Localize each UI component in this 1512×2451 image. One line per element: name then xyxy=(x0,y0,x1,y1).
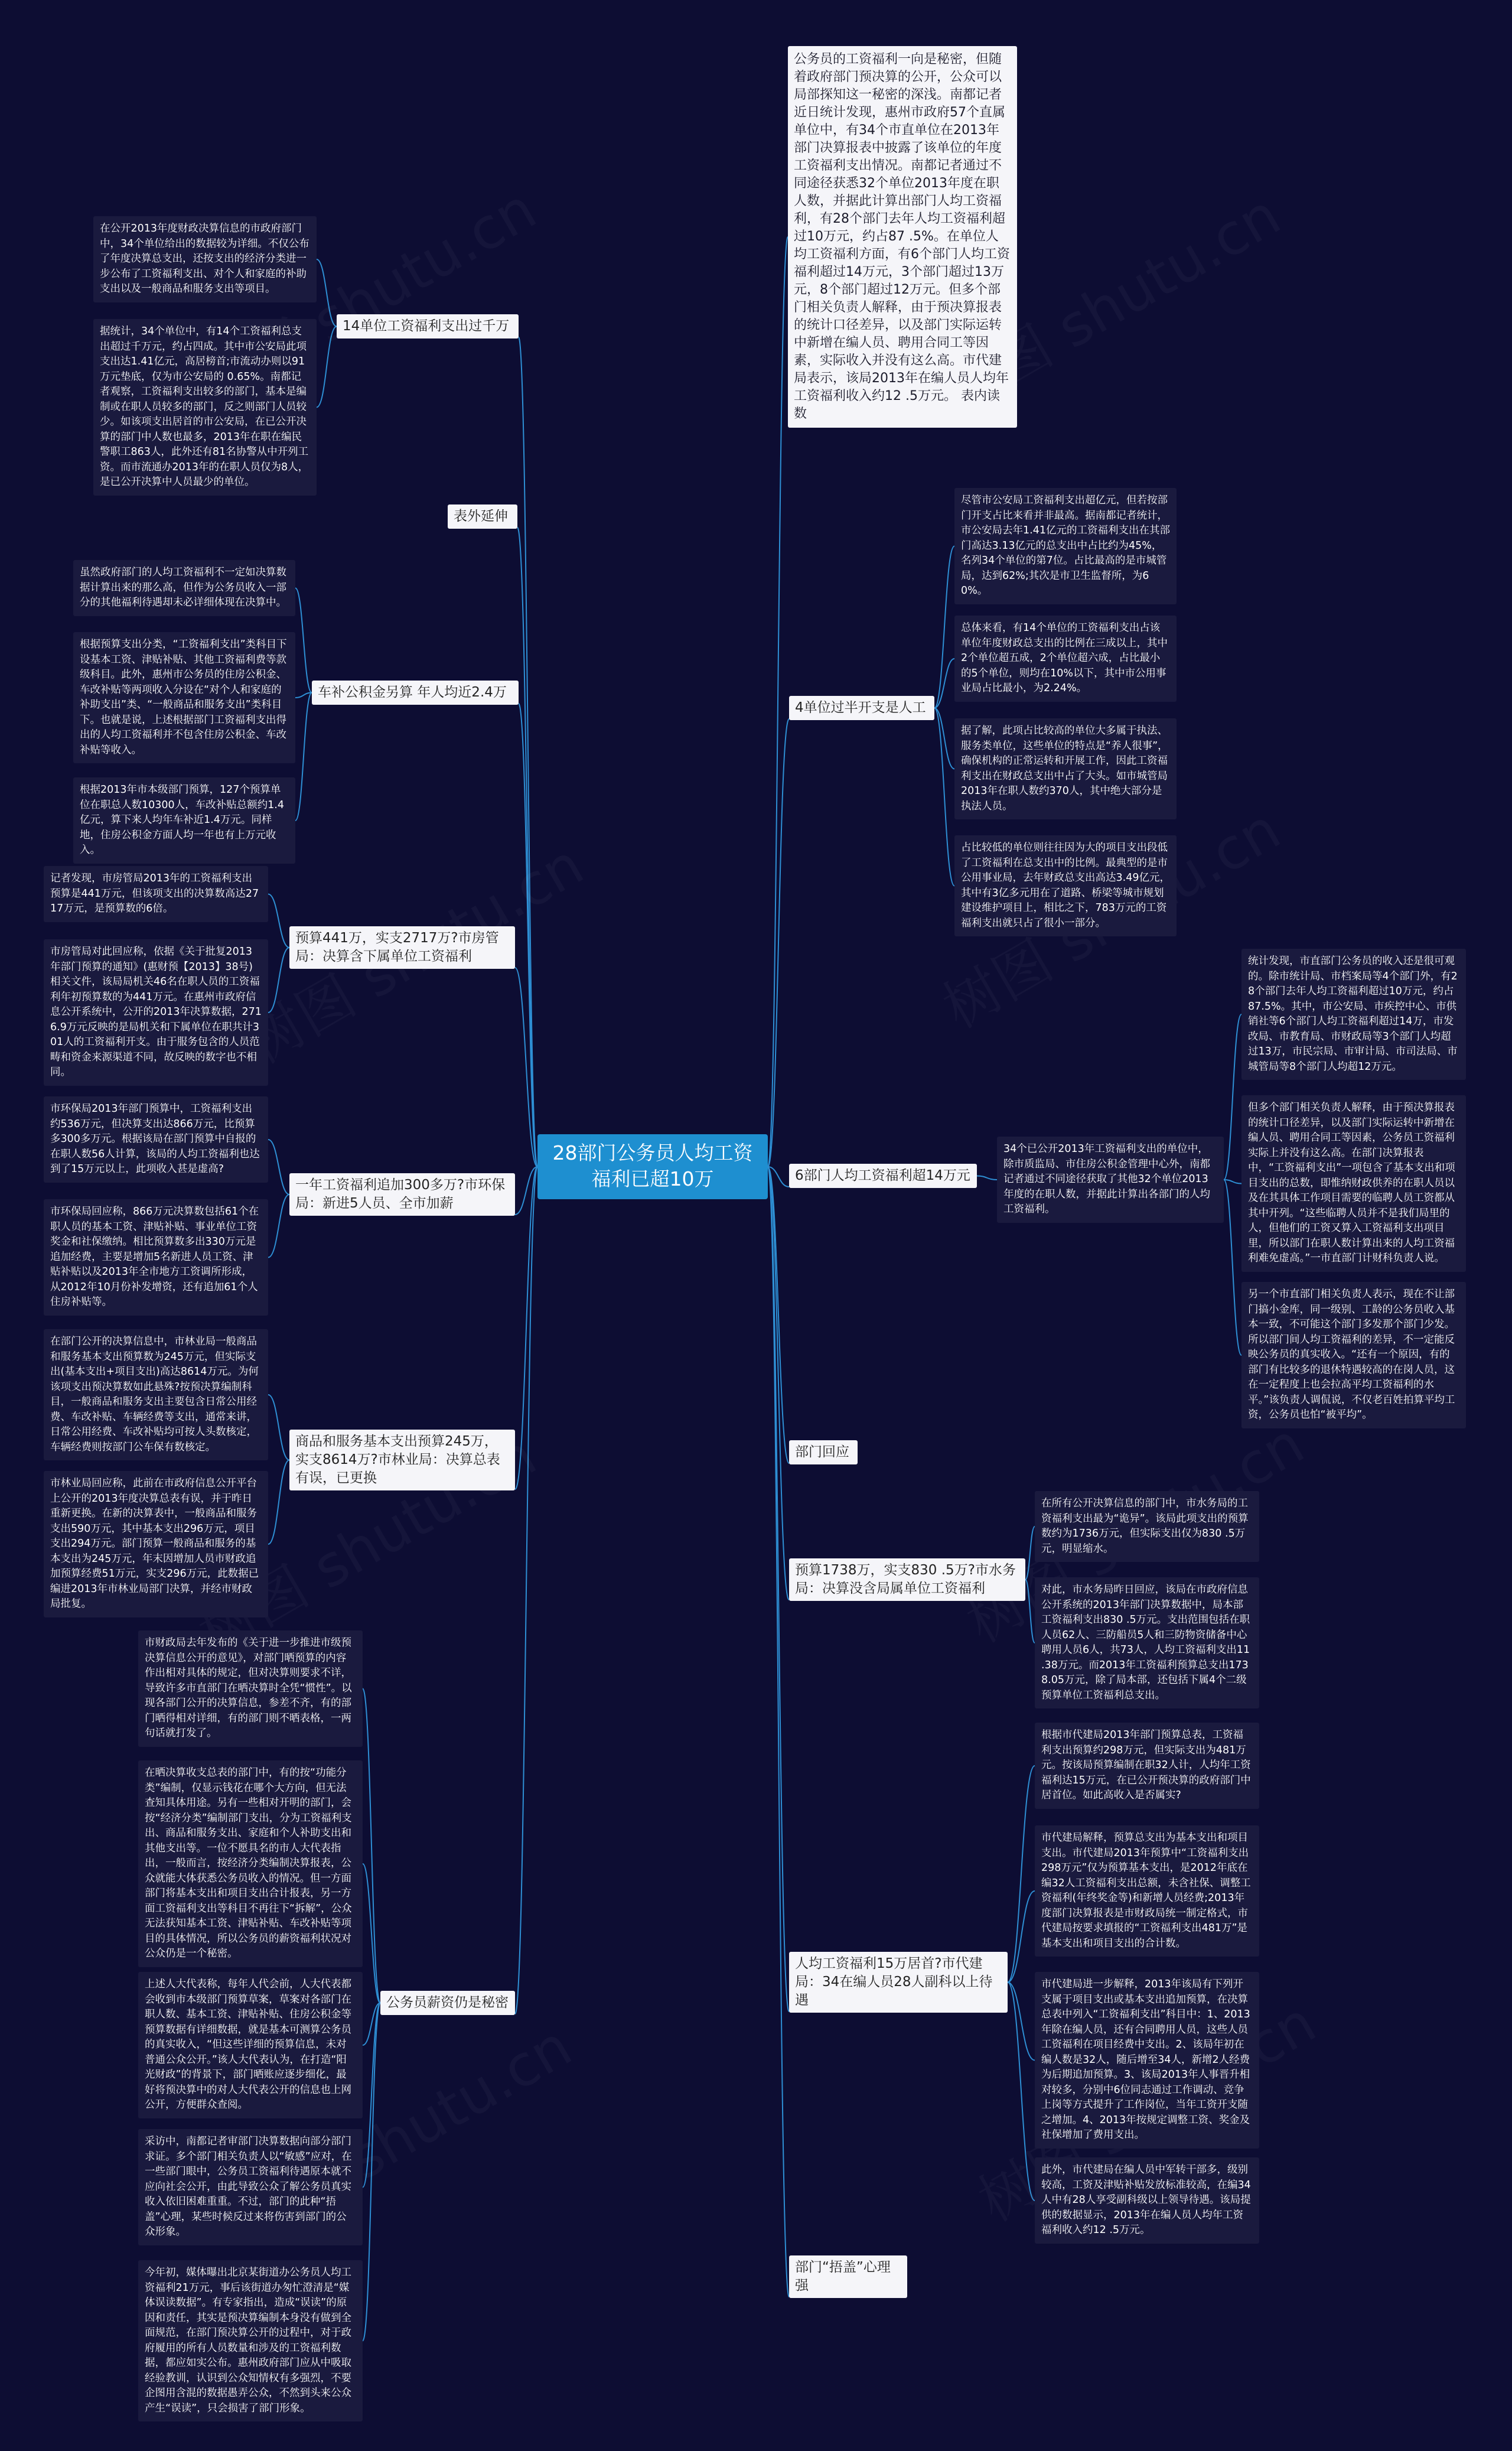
connector-line xyxy=(515,1167,537,2014)
leaf-note: 市环保局回应称，866万元决算数包括61个在职人员的基本工资、津贴补贴、事业单位工资奖金和社保缴纳。相比预算数多出330万元是追加经费，主要是增加5名新进人员工资、津贴补贴以及2013年全市地方工资调所形成，从2012年10月份补发增资，还有追加61个人住房补贴等。 xyxy=(44,1199,268,1316)
branch-14-units[interactable]: 14单位工资福利支出过千万 xyxy=(337,314,519,338)
leaf-note: 市房管局对此回应称，依据《关于批复2013年部门预算的通知》(惠财预【2013】38号)相关文件，该局局机关46名在职人员的工资福利年初预算数的为441万元。在惠州市政府信息公开系统中，公开的2013年决算数据，2716.9万元反映的是局机关和下属单位在职共计301人的工资福利开支。由于服务包含的人员范畴和资金来源渠道不同，故反映的数字也不相同。 xyxy=(44,939,268,1086)
leaf-note: 市林业局回应称，此前在市政府信息公开平台上公开的2013年度决算总表有误，并于昨日重新更换。在新的决算表中，一般商品和服务支出590万元，其中基本支出296万元，项目支出294万元。部门预算一般商品和服务的基本支出为245万元，年末因增加人员市财政追加预算经费51万元，实支296万元，此数据已编进2013年市林业局部门决算，并经市财政局批复。 xyxy=(44,1471,268,1617)
connector-line xyxy=(934,708,954,769)
connector-line xyxy=(934,708,954,886)
branch-labor-over-half[interactable]: 4单位过半开支是人工 xyxy=(789,696,934,720)
connector-line xyxy=(363,1689,380,2003)
connector-line xyxy=(295,588,312,693)
branch-cover-up-mentality[interactable]: 部门“捂盖”心理强 xyxy=(789,2255,907,2298)
leaf-note: 根据预算支出分类，“工资福利支出”类科目下设基本工资、津贴补贴、其他工资福利费等款级科目。此外，惠州市公务员的住房公积金、车改补贴等两项收入分设在“对个人和家庭的补助支出”类、“一般商品和服务支出”类科目下。也就是说，上述根据部门工资福利支出得出的人均工资福利并不包含住房公积金、车改补贴等收入。 xyxy=(73,632,295,763)
connector-line xyxy=(268,1460,289,1545)
connector-line xyxy=(1008,1983,1035,2061)
leaf-note: 根据市代建局2013年部门预算总表，工资福利支出预算约298万元，但实际支出为481万元。按该局预算编制在职32人计，人均年工资福利达15万元，在已公开预决算的政府部门中居首位。如此高收入是否属实? xyxy=(1035,1723,1259,1809)
branch-car-allowance[interactable]: 车补公积金另算 年人均近2.4万 xyxy=(312,681,519,705)
connector-line xyxy=(268,894,289,948)
leaf-note: 上述人大代表称，每年人代会前，人大代表都会收到市本级部门预算草案，草案对各部门在职人数、基本工资、津贴补贴、住房公积金等预算数据有详细数据，就是基本可测算公务员的真实收入，“但这些详细的预算信息，未对普通公众公开。”该人大代表认为，在打造“阳光财政”的背景下，部门晒账应逐步细化，最好将预决算中的对人大代表公开的信息也上网公开，方便群众查阅。 xyxy=(138,1972,363,2118)
leaf-note: 在部门公开的决算信息中，市林业局一般商品和服务基本支出预算数为245万元，但实际支出(基本支出+项目支出)高达8614万元。为何该项支出预决算数如此悬殊?按预决算编制科目，一般商品和服务支出主要包含日常公用经费、车改补贴、车辆经费等支出，通常来讲，日常公用经费、车改补贴均可按人头数核定，车辆经费则按部门公车保有数核定。 xyxy=(44,1329,268,1460)
branch-six-departments[interactable]: 6部门人均工资福利超14万元 xyxy=(789,1164,977,1188)
connector-line xyxy=(768,1167,789,1600)
leaf-note: 采访中，南都记者审部门决算数据向部分部门求证。多个部门相关负责人以“敏感”应对，在一些部门眼中，公务员工资福利待遇原本就不应向社会公开，由此导致公众了解公务员真实收入依旧困难重重。不过，部门的此种“捂盖”心理，某些时候反过来将伤害到部门的公众形象。 xyxy=(138,2129,363,2245)
leaf-note: 市代建局进一步解释，2013年该局有下列开支属于项目支出或基本支出追加预算，在决算总表中列入“工资福利支出”科目中：1、2013年除在编人员，还有合同聘用人员，这些人员工资福利在项目经费中支出。2、该局年初在编人数是32人，随后增至34人，新增2人经费为后期追加预算。3、该局2013年人事晋升相对较多，分别中6位同志通过工作调动、竞争上岗等方式提升了工作岗位，当年工资开支随之增加。4、2013年按规定调整工资、奖金及社保增加了费用支出。 xyxy=(1035,1972,1259,2149)
branch-construction-agency[interactable]: 人均工资福利15万居首?市代建局：34在编人员28人副科以上待遇 xyxy=(789,1952,1008,2013)
leaf-note: 对此，市水务局昨日回应，该局在市政府信息公开系统的2013年部门决算数据中，局本部工资福利支出830 .5万元。支出范围包括在职人员62人、三防船员5人和三防物资储备中心聘用人员6人，共73人，人均工资福利支出11 .38万元。而2013年工资福利预算总支出173 8.05万元，除了局本部，还包括下属4个二级预算单位工资福利总支出。 xyxy=(1035,1577,1259,1708)
root-topic[interactable]: 28部门公务员人均工资福利已超10万 xyxy=(537,1134,768,1199)
connector-line xyxy=(768,1167,789,2297)
leaf-note: 虽然政府部门的人均工资福利不一定如决算数据计算出来的那么高，但作为公务员收入一部分的其他福利待遇却未必详细体现在决算中。 xyxy=(73,560,295,616)
connector-line xyxy=(363,1864,380,2003)
intro-summary[interactable]: 公务员的工资福利一向是秘密，但随着政府部门预决算的公开，公众可以局部探知这一秘密的深浅。南都记者近日统计发现，惠州市政府57个直属单位中，有34个市直单位在2013年部门决算报表中披露了该单位的年度工资福利支出情况。南都记者通过不同途径获悉32个单位2013年度在职人数，并据此计算出部门人均工资福利，有28个部门去年人均工资福利超过10万元，约占87 .5%。在单位人均工资福利方面，有6个部门人均工资福利超过14万元，3个部门超过13万元，8个部门超过12万元。但多个部门相关负责人解释，由于预决算报表的统计口径差异，以及部门实际运转中新增在编人员、聘用合同工等因素，实际收入并没有这么高。市代建局表示，该局2013年在编人员人均年工资福利收入约12 .5万元。 表内读数 xyxy=(788,46,1017,428)
connector-line xyxy=(768,719,789,1167)
leaf-note: 尽管市公安局工资福利支出超亿元，但若按部门开支占比来看并非最高。据南都记者统计，市公安局去年1.41亿元的工资福利支出在其部门高达3.13亿元的总支出中占比约为45%，名列34个单位的第7位。占比最高的是市城管局，达到62%;其次是市卫生监督所，为60%。 xyxy=(954,488,1177,604)
leaf-note: 记者发现，市房管局2013年的工资福利支出预算是441万元，但该项支出的决算数高达2717万元，是预算数的6倍。 xyxy=(44,866,268,922)
leaf-note: 34个已公开2013年工资福利支出的单位中，除市质监局、市住房公积金管理中心外，南都记者通过不同途径获取了其他32个单位2013年度的在职人数，并据此计算出各部门的人均工资福利。 xyxy=(997,1137,1224,1223)
branch-forestry-bureau[interactable]: 商品和服务基本支出预算245万，实支8614万?市林业局：决算总表有误，已更换 xyxy=(289,1430,515,1490)
leaf-note: 据了解，此项占比较高的单位大多属于执法、服务类单位，这些单位的特点是“养人很事”，确保机构的正常运转和开展工作，因此工资福利支出在财政总支出中占了大头。如市城管局2013年在职人数约370人，其中绝大部分是执法人员。 xyxy=(954,718,1177,819)
leaf-note: 占比较低的单位则往往因为大的项目支出段低了工资福利在总支出中的比例。最典型的是市公用事业局，去年财政总支出高达3.49亿元，其中有3亿多元用在了道路、桥梁等城市规划建设维护项目上，相比之下，783万元的工资福利支出就只占了很小一部分。 xyxy=(954,835,1177,936)
branch-salary-secret[interactable]: 公务员薪资仍是秘密 xyxy=(380,1991,515,2015)
connector-line xyxy=(1224,1014,1241,1180)
leaf-note: 市环保局2013年部门预算中，工资福利支出约536万元，但决算支出达866万元，比预算多300多万元。根据该局在部门预算中自报的在职人数56人计算，该局的人均工资福利也达到了15万元以上，此项收入甚是虚高? xyxy=(44,1096,268,1183)
connector-line xyxy=(1008,1891,1035,1983)
connector-line xyxy=(768,1167,789,2011)
leaf-note: 今年初，媒体曝出北京某街道办公务员人均工资福利21万元，事后该街道办匆忙澄清是“媒体误读数据”。有专家指出，造成“误读”的原因和责任，其实是预决算编制本身没有做到全面规范，在部门预决算公开的过程中，对于政府履用的所有人员数量和涉及的工资福利数据，都应如实公布。惠州政府部门应从中吸取经验教训，认识到公众知情权有多强烈，不要企图用含混的数据愚弄公众，不然到头来公众产生“误读”，只会损害了部门形象。 xyxy=(138,2260,363,2421)
connector-line xyxy=(768,237,788,1167)
connector-line xyxy=(977,1176,997,1180)
leaf-note: 在公开2013年度财政决算信息的市政府部门中，34个单位给出的数据较为详细。不仅公布了年度决算总支出，还按支出的经济分类进一步公布了工资福利支出、对个人和家庭的补助支出以及一般商品和服务支出等项目。 xyxy=(93,216,317,302)
leaf-note: 总体来看，有14个单位的工资福利支出占该单位年度财政总支出的比例在三成以上，其中2个单位超五成，2个单位超六成，占比最小的5个单位，则均在10%以下，其中市公用事业局占比最小，为2.24%。 xyxy=(954,616,1177,702)
branch-water-bureau[interactable]: 预算1738万，实支830 .5万?市水务局：决算没含局属单位工资福利 xyxy=(789,1558,1025,1601)
leaf-note: 市财政局去年发布的《关于进一步推进市级预决算信息公开的意见》，对部门晒预算的内容作出相对具体的规定，但对决算则要求不详，导致许多市直部门在晒决算时全凭“惯性”。以现各部门公开的决算信息，参差不齐，有的部门晒得相对详细，有的部门则不晒表格，一两句话就打发了。 xyxy=(138,1630,363,1747)
connector-line xyxy=(1224,1180,1241,1355)
leaf-note: 市代建局解释，预算总支出为基本支出和项目支出。市代建局2013年预算中“工资福利支出298万元”仅为预算基本支出，是2012年底在编32人工资福利支出总额，未含社保、调整工资福利(年终奖金等)和新增人员经费;2013年度部门决算报表是市财政局统一制定格式，市代建局按要求填报的“工资福利支出481万”是基本支出和项目支出的合计数。 xyxy=(1035,1825,1259,1957)
branch-department-response[interactable]: 部门回应 xyxy=(789,1440,858,1464)
connector-line xyxy=(1224,1180,1241,1184)
connector-line xyxy=(268,1140,289,1194)
connector-line xyxy=(268,1194,289,1258)
connector-line xyxy=(295,693,312,821)
leaf-note: 根据2013年市本级部门预算，127个预算单位在职总人数10300人，车改补贴总额约1.4亿元，算下来人均年车补近1.4万元。同样地，住房公积金方面人均一年也有上万元收入。 xyxy=(73,777,295,864)
leaf-note: 此外，市代建局在编人员中军转干部多，级别较高，工资及津贴补贴发放标准较高，在编34人中有28人享受副科级以上领导待遇。该局提供的数据显示，2013年在编人员人均年工资福利收入约12 .5万元。 xyxy=(1035,2157,1259,2244)
branch-table-extension[interactable]: 表外延伸 xyxy=(448,504,517,529)
leaf-note: 在晒决算收支总表的部门中，有的按“功能分类”编制，仅显示钱花在哪个大方向，但无法查知具体用途。另有一些相对开明的部门，会按“经济分类”编制部门支出，分为工资福利支出、商品和服务支出、家庭和个人补助支出和其他支出等。一位不愿具名的市人大代表指出，一般而言，按经济分类编制决算报表，公众就能大体获悉公务员收入的情况。但一方面部门将基本支出和项目支出合计报表，另一方面工资福利支出等科目不再往下“拆解”，公众无法获知基本工资、津贴补贴、车改补贴等项目的具体情况，所以公务员的薪资福利状况对公众仍是一个秘密。 xyxy=(138,1760,363,1967)
leaf-note: 在所有公开决算信息的部门中，市水务局的工资福利支出最为“诡异”。该局此项支出的预算数约为1736万元，但实际支出仅为830 .5万元，明显缩水。 xyxy=(1035,1491,1259,1562)
connector-line xyxy=(519,337,537,1167)
leaf-note: 据统计，34个单位中，有14个工资福利总支出超过千万元，约占四成。其中市公安局此项支出达1.41亿元，高居榜首;市流动办则以91万元垫底，仅为市公安局的 0.65%。南都记者观察，工资福利支出较多的部门，基本是编制或在职人员较多的部门，反之则部门人员较少。如该项支出居首的市公安局，在已公开决算的部门中人数也最多，2013年在职在编民警职工863人，此外还有81名协警从中开列工资。而市流通办2013年的在职人员仅为8人，是已公开决算中人员最少的单位。 xyxy=(93,319,317,496)
leaf-note: 统计发现，市直部门公务员的收入还是很可观的。除市统计局、市档案局等4个部门外，有28个部门去年人均工资福利超过10万元，约占87.5%。其中，市公安局、市疾控中心、市供销社等6个部门人均工资福利超过14万，市发改局、市教育局、市财政局等3个部门人均超过13万，市民宗局、市审计局、市司法局、市城管局等8个部门人均超12万元。 xyxy=(1241,949,1466,1080)
connector-line xyxy=(268,1395,289,1460)
leaf-note: 另一个市直部门相关负责人表示，现在不让部门搞小金库，同一级别、工龄的公务员收入基本一致，不可能这个部门多发那个部门少发。所以部门间人均工资福利的差异，不一定能反映公务员的真实收入。“还有一个原因，有的部门有比较多的退休特遇较高的在岗人员，这在一定程度上也会拉高平均工资福利的水平。”该负责人调侃说，不仅老百姓拍算平均工资，公务员也怕“被平均”。 xyxy=(1241,1282,1466,1428)
leaf-note: 但多个部门相关负责人解释，由于预决算报表的统计口径差异，以及部门实际运转中新增在编人员、聘用合同工等因素，公务员工资福利实际上并没有这么高。在部门决算报表中，“工资福利支出”一项包含了基本支出和项目支出的总数，即惟纳财政供养的在职人员以及在其具体工作项目需要的临聘人员工资都从其中开列。“这些临聘人员并不是我们局里的人，但他们的工资又算入工资福利支出项目里，所以部门在职人数计算出来的人均工资福利难免虚高。”一市直部门计财科负责人说。 xyxy=(1241,1095,1466,1272)
branch-housing-bureau[interactable]: 预算441万，实支2717万?市房管局：决算含下属单位工资福利 xyxy=(289,926,515,969)
branch-environment-bureau[interactable]: 一年工资福利追加300多万?市环保局：新进5人员、全市加薪 xyxy=(289,1173,515,1216)
connector-line xyxy=(1008,1766,1035,1983)
